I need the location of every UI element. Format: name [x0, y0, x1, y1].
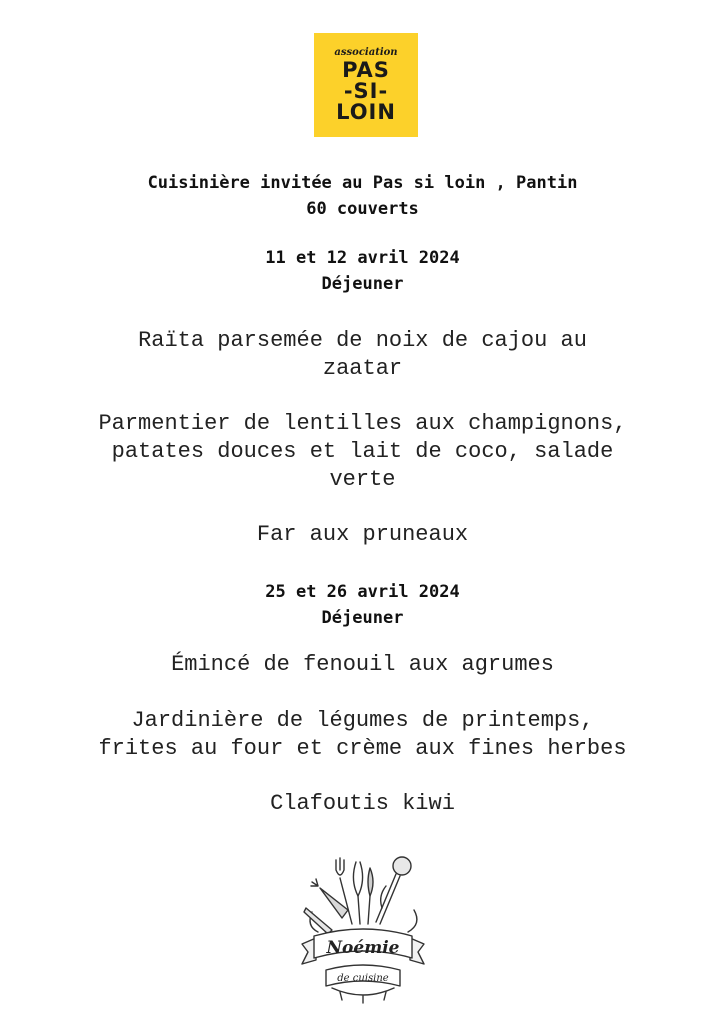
- dish-line: Far aux pruneaux: [256, 522, 469, 547]
- dish-starter: [40, 327, 685, 383]
- dish-dessert: [40, 521, 685, 549]
- intro-line-2: 60 couverts: [306, 199, 419, 219]
- logo-line-2: -SI-: [343, 78, 389, 103]
- logo-line-3: LOIN: [336, 99, 396, 124]
- dish-line: Émincé de fenouil aux agrumes: [171, 652, 554, 677]
- dish-line: zaatar: [322, 356, 403, 381]
- session-meal: Déjeuner: [321, 274, 404, 294]
- dish-line: Raïta parsemée de noix de cajou au: [138, 328, 587, 353]
- dish-main: [40, 410, 685, 494]
- logo-association-text: association: [334, 46, 398, 58]
- dish-line: Clafoutis kiwi: [270, 791, 455, 816]
- dish-line: frites au four et crème aux fines herbes: [98, 736, 627, 761]
- dish-main: [40, 707, 685, 763]
- dish-line: Parmentier de lentilles aux champignons,: [98, 411, 627, 436]
- dish-line: Jardinière de légumes de printemps,: [131, 708, 594, 733]
- dish-line: verte: [329, 467, 396, 492]
- intro-line-1: Cuisinière invitée au Pas si loin , Pantin: [147, 173, 578, 193]
- stamp-subtitle-text: de cuisine: [337, 973, 389, 984]
- session-meal: Déjeuner: [321, 608, 404, 628]
- session-date: 25 et 26 avril 2024: [265, 582, 460, 602]
- association-logo: [314, 33, 418, 137]
- noemie-stamp-illustration: [296, 852, 430, 1004]
- dish-line: patates douces et lait de coco, salade: [111, 439, 614, 464]
- dish-dessert: [40, 790, 685, 818]
- logo-line-1: PAS: [342, 57, 390, 82]
- stamp-name-text: Noémie: [326, 938, 400, 958]
- dish-starter: [40, 651, 685, 679]
- session-date: 11 et 12 avril 2024: [265, 248, 460, 268]
